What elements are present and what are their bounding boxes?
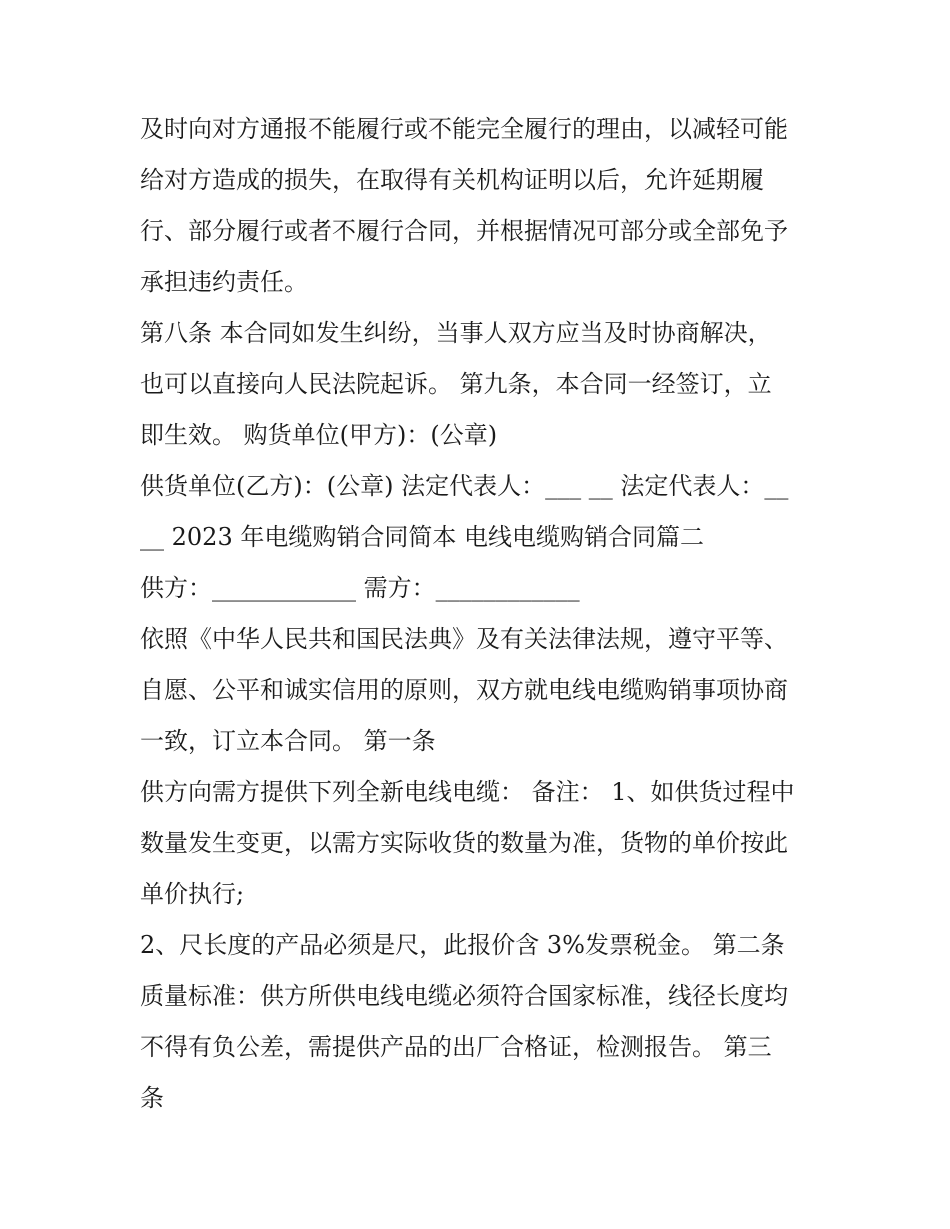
document-page [140, 104, 820, 1124]
text-line: 依照《中华人民共和国民法典》及有关法律法规，遵守平等、 [140, 625, 788, 653]
text-line: 给对方造成的损失，在取得有关机构证明以后，允许延期履 [140, 166, 764, 194]
text-line: 一致，订立本合同。 第一条 [140, 727, 436, 755]
text-line: 单价执行; [140, 880, 245, 908]
text-line: 及时向对方通报不能履行或不能完全履行的理由，以减轻可能 [140, 115, 788, 143]
text-line: 也可以直接向人民法院起诉。 第九条，本合同一经签订，立 [140, 370, 772, 398]
text-line: 条 [140, 1084, 164, 1112]
text-line: 供货单位(乙方)：(公章) 法定代表人：___ __ 法定代表人：__ [140, 472, 789, 500]
text-line: 2、尺长度的产品必须是尺，此报价含 3%发票税金。 第二条 [140, 931, 785, 959]
text-line: 供方：____________ 需方：____________ [140, 574, 580, 602]
text-line: 数量发生变更，以需方实际收货的数量为准，货物的单价按此 [140, 829, 788, 857]
text-line: 供方向需方提供下列全新电线电缆： 备注： 1、如供货过程中 [140, 778, 795, 806]
text-line: 第八条 本合同如发生纠纷，当事人双方应当及时协商解决， [140, 319, 772, 347]
text-line: 行、部分履行或者不履行合同，并根据情况可部分或全部免予 [140, 217, 788, 245]
text-line: 自愿、公平和诚实信用的原则，双方就电线电缆购销事项协商 [140, 676, 788, 704]
text-line: 承担违约责任。 [140, 268, 308, 296]
text-line: __ 2023 年电缆购销合同简本 电线电缆购销合同篇二 [140, 523, 704, 551]
text-line: 质量标准：供方所供电线电缆必须符合国家标准，线径长度均 [140, 982, 788, 1010]
text-line: 不得有负公差，需提供产品的出厂合格证，检测报告。 第三 [140, 1033, 772, 1061]
text-line: 即生效。 购货单位(甲方)：(公章) [140, 421, 498, 449]
